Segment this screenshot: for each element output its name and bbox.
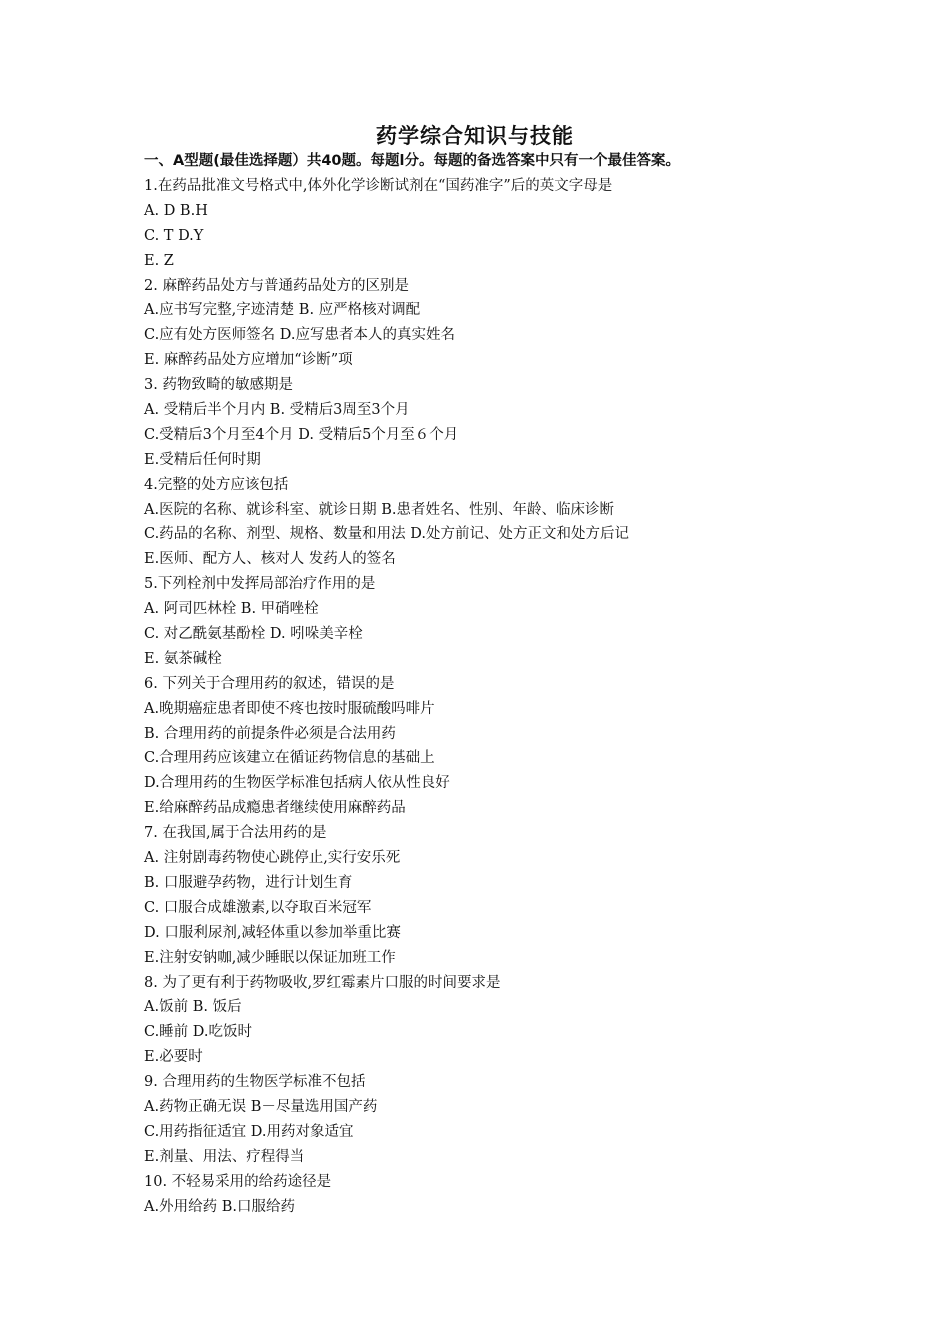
- text-line: 8. 为了更有利于药物吸收,罗红霉素片口服的时间要求是: [144, 974, 501, 991]
- text-line: E.必要时: [144, 1049, 203, 1066]
- text-line: A.应书写完整,字迹清楚 B. 应严格核对调配: [144, 302, 421, 319]
- text-line: C. 口服合成雄激素,以夺取百米冠军: [144, 899, 372, 916]
- text-line: A.外用给药 B.口服给药: [144, 1198, 295, 1215]
- text-line: E. 氨茶碱栓: [144, 650, 222, 667]
- text-line: C. 对乙酰氨基酚栓 D. 吲哚美辛栓: [144, 626, 363, 643]
- text-line: 7. 在我国,属于合法用药的是: [144, 825, 327, 842]
- text-line: A. 阿司匹林栓 B. 甲硝唑栓: [144, 601, 319, 618]
- text-line: E.受精后任何时期: [144, 451, 261, 468]
- document-title: 药学综合知识与技能: [376, 124, 574, 148]
- text-line: A. 注射剧毒药物使心跳停止,实行安乐死: [144, 850, 401, 867]
- text-line: C.受精后3个月至4个月 D. 受精后5个月至６个月: [144, 426, 459, 443]
- text-line: C.睡前 D.吃饭时: [144, 1024, 253, 1041]
- text-line: C.应有处方医师签名 D.应写患者本人的真实姓名: [144, 327, 456, 344]
- text-line: A.饭前 B. 饭后: [144, 999, 242, 1016]
- text-line: 6. 下列关于合理用药的叙述，错误的是: [144, 675, 395, 692]
- text-line: E. Z: [144, 252, 174, 269]
- text-line: 9. 合理用药的生物医学标准不包括: [144, 1074, 366, 1091]
- text-line: 4.完整的处方应该包括: [144, 476, 289, 493]
- text-line: A.药物正确无误 B－尽量选用国产药: [144, 1098, 378, 1115]
- text-line: C.药品的名称、剂型、规格、数量和用法 D.处方前记、处方正文和处方后记: [144, 526, 630, 543]
- text-line: D. 口服利尿剂,减轻体重以参加举重比赛: [144, 924, 401, 941]
- section-heading: 一、A型题(最佳选择题）共40题。每题l分。每题的备选答案中只有一个最佳答案。: [144, 153, 680, 169]
- text-line: B. 合理用药的前提条件必须是合法用药: [144, 725, 396, 742]
- text-line: A. D B.H: [144, 202, 208, 219]
- text-line: 2. 麻醉药品处方与普通药品处方的区别是: [144, 277, 409, 294]
- text-line: 10. 不轻易采用的给药途径是: [144, 1173, 332, 1190]
- text-line: A. 受精后半个月内 B. 受精后3周至3个月: [144, 402, 410, 419]
- text-line: E.注射安钠咖,减少睡眠以保证加班工作: [144, 949, 396, 966]
- text-line: 1.在药品批准文号格式中,体外化学诊断试剂在“国药准字”后的英文字母是: [144, 178, 613, 194]
- text-line: C.用药指征适宜 D.用药对象适宜: [144, 1123, 354, 1140]
- text-line: E. 麻醉药品处方应增加“诊断”项: [144, 352, 353, 369]
- question-lines: [144, 174, 844, 1219]
- text-line: E.给麻醉药品成瘾患者继续使用麻醉药品: [144, 800, 406, 817]
- text-line: 5.下列栓剂中发挥局部治疗作用的是: [144, 576, 376, 593]
- text-line: C. T D.Y: [144, 227, 204, 244]
- text-line: 3. 药物致畸的敏感期是: [144, 377, 293, 394]
- text-line: B. 口服避孕药物，进行计划生育: [144, 874, 353, 891]
- text-line: D.合理用药的生物医学标准包括病人依从性良好: [144, 775, 450, 792]
- text-line: C.合理用药应该建立在循证药物信息的基础上: [144, 750, 435, 767]
- text-line: E.医师、配方人、核对人 发药人的签名: [144, 551, 396, 568]
- text-line: A.晚期癌症患者即使不疼也按时服硫酸吗啡片: [144, 700, 435, 717]
- text-line: A.医院的名称、就诊科室、就诊日期 B.患者姓名、性别、年龄、临床诊断: [144, 501, 614, 518]
- text-line: E.剂量、用法、疗程得当: [144, 1148, 305, 1165]
